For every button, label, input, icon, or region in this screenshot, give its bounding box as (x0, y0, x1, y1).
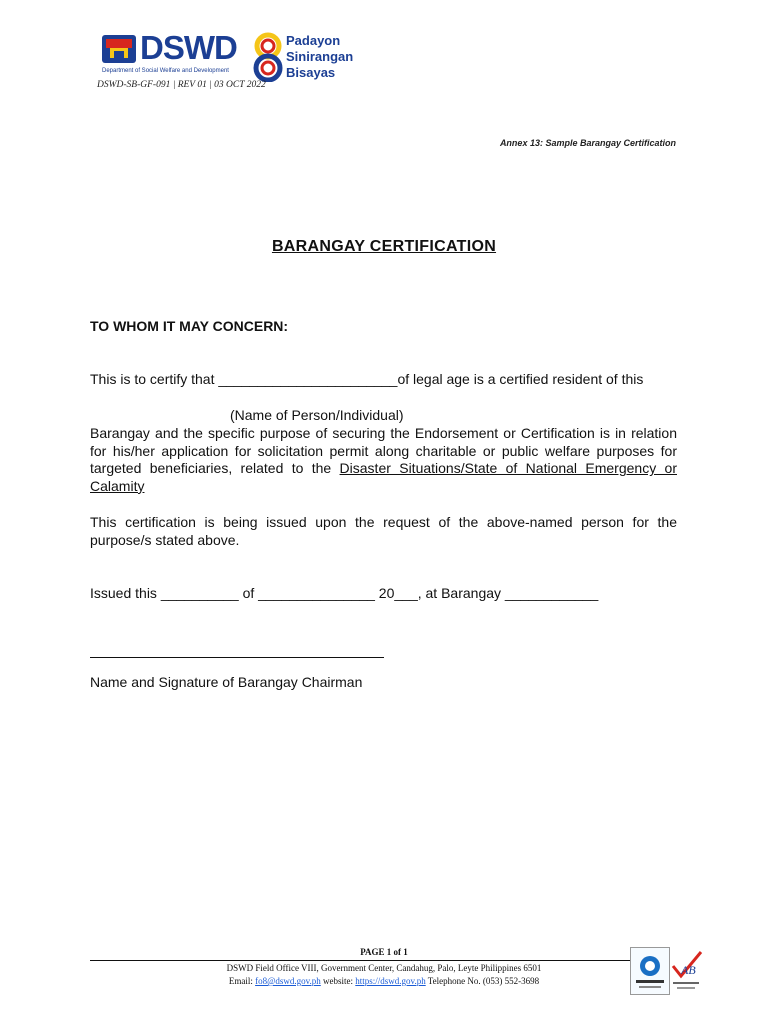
certify-text: This is to certify that _______________________of legal age is a certified resident of this (90, 371, 644, 387)
website-link[interactable]: https://dswd.gov.ph (355, 976, 426, 986)
issued-line: Issued this __________ of _______________ 20___, at Barangay ____________ (90, 585, 599, 601)
disaster-clause: Disaster Situations/State of National Emergency or Calamity (90, 460, 677, 494)
padayon-logo-icon (252, 32, 284, 82)
signature-label: Name and Signature of Barangay Chairman (90, 674, 363, 690)
email-link[interactable]: fo8@dswd.gov.ph (255, 976, 321, 986)
page-number: PAGE 1 of 1 (360, 947, 408, 957)
signature-line (90, 657, 384, 658)
campaign-line-2: Sinirangan (286, 49, 354, 64)
socotec-logo-icon (631, 948, 669, 994)
pab-accreditation-badge (669, 948, 705, 992)
svg-text:AB: AB (681, 963, 696, 977)
campaign-line-1: Padayon (286, 33, 341, 48)
footer-divider (90, 960, 630, 961)
paragraph-certify (90, 371, 677, 389)
annex-label: Annex 13: Sample Barangay Certification (499, 138, 676, 148)
name-caption: (Name of Person/Individual) (230, 407, 404, 423)
footer-address: DSWD Field Office VIII, Government Center, Candahug, Palo, Leyte Philippines 6501 (226, 963, 542, 973)
pab-logo-icon (669, 948, 705, 992)
department-name: Department of Social Welfare and Development (102, 68, 229, 74)
email-label: Email: (228, 976, 256, 986)
brand-name: DSWD (140, 29, 237, 66)
telephone: Telephone No. (053) 552-3698 (425, 976, 540, 986)
document-reference: DSWD-SB-GF-091 | REV 01 | 03 OCT 2022 (97, 80, 266, 90)
campaign-line-3: Bisayas (286, 65, 336, 80)
document-title: BARANGAY CERTIFICATION (271, 238, 497, 255)
paragraph-request: This certification is being issued upon the request of the above-named person for the purpose/s stated above. (90, 514, 677, 548)
website-label: website: (320, 976, 356, 986)
dswd-emblem-icon (100, 31, 140, 71)
paragraph-purpose (90, 425, 677, 495)
purpose-text: Barangay and the specific purpose of securing the Endorsement or Certification is in relation for his/her application for solicitation permit along charitable or public welfare purposes for targeted beneficiaries, related to the (90, 425, 677, 477)
dswd-logo (100, 31, 370, 83)
salutation: TO WHOM IT MAY CONCERN: (90, 318, 289, 334)
socotec-certification-badge (630, 947, 670, 995)
